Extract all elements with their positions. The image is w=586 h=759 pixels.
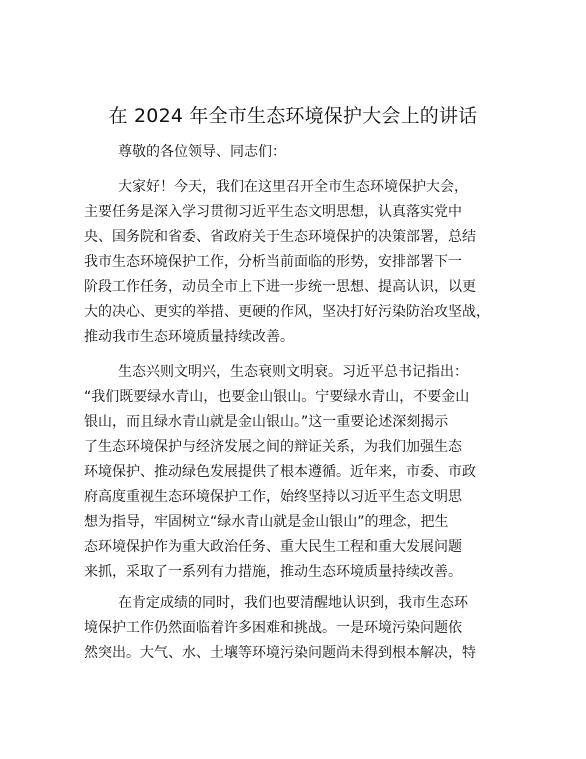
text-line: 在肯定成绩的同时，我们也要清醒地认识到，我市生态环 xyxy=(118,595,468,611)
document-body xyxy=(84,140,509,666)
text-line: 大的决心、更实的举措、更硬的作风，坚决打好污染防治攻坚战， xyxy=(84,304,490,320)
text-line: 府高度重视生态环境保护工作，始终坚持以习近平生态文明思 xyxy=(84,489,462,505)
paragraph-2 xyxy=(84,360,509,585)
text-line: 大家好！今天，我们在这里召开全市生态环境保护大会， xyxy=(118,179,468,195)
salutation: 尊敬的各位领导、同志们： xyxy=(118,144,286,160)
text-line: “我们既要绿水青山，也要金山银山。宁要绿水青山，不要金山 xyxy=(84,389,470,405)
text-line: 推动我市生态环境质量持续改善。 xyxy=(84,329,294,345)
text-line: 主要任务是深入学习贯彻习近平生态文明思想，认真落实党中 xyxy=(84,204,462,220)
text-line: 想为指导，牢固树立“绿水青山就是金山银山”的理念，把生 xyxy=(84,514,449,530)
paragraph-1 xyxy=(84,175,509,350)
text-line: 境保护工作仍然面临着许多困难和挑战。一是环境污染问题依 xyxy=(84,620,462,636)
text-line: 生态兴则文明兴，生态衰则文明衰。习近平总书记指出： xyxy=(118,364,468,380)
text-line: 态环境保护作为重大政治任务、重大民生工程和重大发展问题 xyxy=(84,539,462,555)
text-line: 来抓，采取了一系列有力措施，推动生态环境质量持续改善。 xyxy=(84,564,462,580)
text-line: 银山，而且绿水青山就是金山银山。”这一重要论述深刻揭示 xyxy=(84,414,449,430)
document-title: 在 2024 年全市生态环境保护大会上的讲话 xyxy=(108,105,478,127)
text-line: 阶段工作任务，动员全市上下进一步统一思想、提高认识，以更 xyxy=(84,279,476,295)
paragraph-3 xyxy=(84,591,509,666)
text-line: 我市生态环境保护工作，分析当前面临的形势，安排部署下一 xyxy=(84,254,462,270)
text-line: 了生态环境保护与经济发展之间的辩证关系，为我们加强生态 xyxy=(84,439,462,455)
text-line: 央、国务院和省委、省政府关于生态环境保护的决策部署，总结 xyxy=(84,229,476,245)
text-line: 然突出。大气、水、土壤等环境污染问题尚未得到根本解决，特 xyxy=(84,645,476,661)
text-line: 环境保护、推动绿色发展提供了根本遵循。近年来，市委、市政 xyxy=(84,464,476,480)
